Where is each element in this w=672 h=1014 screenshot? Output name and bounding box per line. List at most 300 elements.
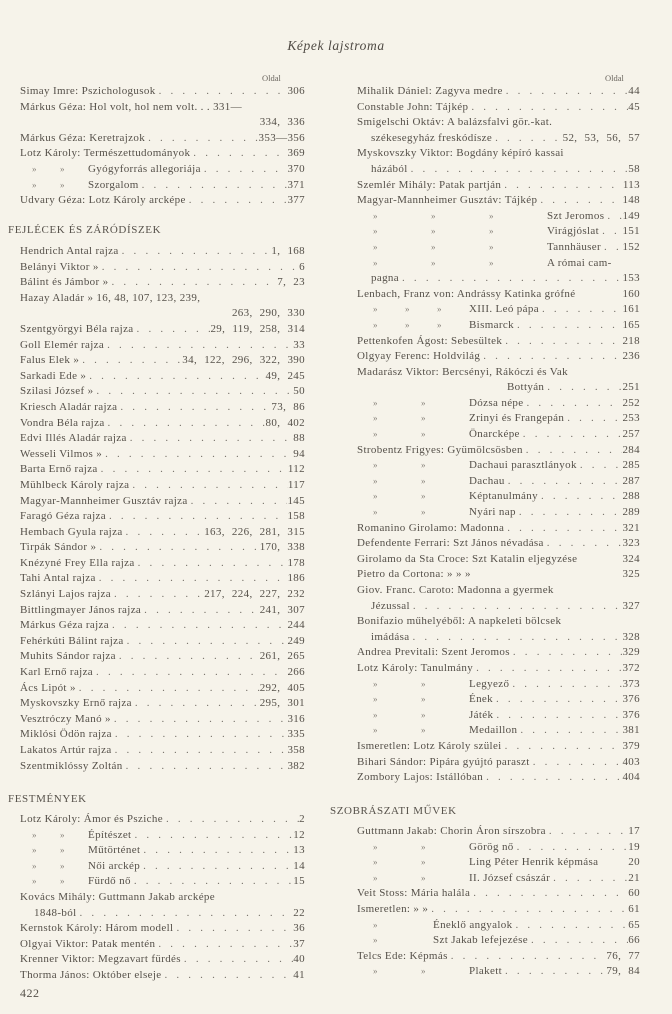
entry-title: Olgyay Ferenc: Holdvilág: [357, 350, 481, 363]
entry-title: Márkus Géza: Hol volt, hol nem volt. . . 331—: [20, 100, 242, 113]
entry-title: Gyógyforrás allegoriája: [88, 162, 201, 175]
ditto-mark: »: [421, 872, 426, 883]
dot-leader: [410, 630, 623, 646]
entry-page-numbers: 14: [293, 859, 305, 872]
ditto-mark: »: [373, 491, 378, 502]
ditto-marks: [357, 397, 469, 409]
entry-title: Veit Stoss: Mária halála: [357, 887, 471, 900]
ditto-mark: »: [373, 319, 378, 330]
dot-leader: [129, 478, 287, 494]
dot-leader: [530, 755, 623, 771]
dot-leader: [141, 603, 260, 619]
ditto-mark: »: [373, 210, 378, 221]
index-list-festmenyek: [20, 812, 305, 984]
dot-leader: [512, 918, 628, 934]
dot-leader: [544, 536, 623, 552]
ditto-mark: »: [32, 179, 37, 190]
dot-leader: [448, 949, 607, 965]
entry-page-numbers: 40: [293, 953, 305, 966]
dot-leader: [568, 365, 640, 381]
index-entry: [20, 727, 305, 743]
entry-title: Ismeretlen: » »: [357, 902, 429, 915]
ditto-mark: »: [373, 475, 378, 486]
entry-title: Dózsa népe: [469, 396, 524, 409]
ditto-marks: [20, 875, 88, 887]
ditto-mark: »: [373, 966, 378, 977]
index-entry: [357, 443, 640, 459]
page-title: Képek lajstroma: [287, 38, 385, 53]
index-entry: [357, 599, 640, 615]
dot-leader: [509, 677, 622, 693]
dot-leader: [106, 509, 287, 525]
entry-page-numbers: 117: [287, 478, 305, 491]
dot-leader: [77, 906, 294, 922]
dot-leader: [544, 380, 622, 396]
index-entry: [20, 84, 305, 100]
entry-title: 1848-ból: [34, 906, 77, 919]
index-entry: [357, 645, 640, 661]
entry-page-numbers: 376: [622, 693, 640, 706]
dot-leader: [564, 411, 622, 427]
ditto-mark: »: [431, 226, 436, 237]
dot-leader: [134, 322, 211, 338]
entry-title: Strobentz Frigyes: Gyümölcsösben: [357, 443, 523, 456]
entry-title: Pietro da Cortona: » » »: [357, 568, 471, 581]
entry-title: Krenner Viktor: Megzavart fürdés: [20, 953, 181, 966]
entry-title: Márkus Géza: Keretrajzok: [20, 131, 146, 144]
dot-leader: [598, 855, 628, 871]
dot-leader: [98, 462, 288, 478]
entry-title: Zombory Lajos: Istállóban: [357, 771, 484, 784]
index-entry: [357, 949, 640, 965]
dot-leader: [181, 952, 293, 968]
index-entry: [357, 755, 640, 771]
index-entry: [357, 770, 640, 786]
dot-leader: [528, 933, 628, 949]
ditto-mark: »: [421, 491, 426, 502]
ditto-mark: »: [421, 678, 426, 689]
index-entry: [20, 603, 305, 619]
dot-leader: [552, 115, 640, 131]
entry-page-numbers: 284: [622, 443, 640, 456]
dot-leader: [516, 505, 623, 521]
dot-leader: [564, 146, 640, 162]
entry-page-numbers: 261, 265: [259, 650, 305, 663]
ditto-mark: »: [373, 460, 378, 471]
index-entry: [357, 193, 640, 209]
ditto-mark: »: [421, 841, 426, 852]
entry-page-numbers: 325: [622, 568, 640, 581]
index-entry: [20, 244, 305, 260]
index-entry: [20, 431, 305, 447]
ditto-marks: [357, 841, 469, 853]
index-entry: [20, 649, 305, 665]
dot-leader: [428, 902, 628, 918]
entry-page-numbers: 288: [622, 490, 640, 503]
section-heading-szobraszati: SZOBRÁSZATI MŰVEK: [330, 805, 457, 817]
dot-leader: [470, 886, 628, 902]
ditto-mark: »: [373, 304, 378, 315]
ditto-marks: [20, 844, 88, 856]
dot-leader: [399, 271, 622, 287]
dot-leader: [492, 131, 562, 147]
index-entry: [20, 162, 305, 178]
entry-title: Ének: [469, 693, 494, 706]
entry-title: Thorma János: Október elseje: [20, 968, 162, 981]
entry-title: II. József császár: [469, 871, 551, 884]
entry-title: Tahi Antal rajza: [20, 572, 96, 585]
entry-title: Lenbach, Franz von: Andrássy Katinka grófné: [357, 287, 576, 300]
ditto-marks: [357, 506, 469, 518]
dot-leader: [86, 369, 265, 385]
index-entry: [20, 400, 305, 416]
ditto-mark: »: [373, 241, 378, 252]
entry-page-numbers: 34, 122, 296, 322, 390: [182, 354, 305, 367]
entry-title: Szentgyörgyi Béla rajza: [20, 322, 134, 335]
ditto-marks: [357, 241, 547, 253]
index-entry: [20, 260, 305, 276]
index-entry: [20, 812, 305, 828]
entry-title: Karl Ernő rajza: [20, 666, 94, 679]
entry-title: Képtanulmány: [469, 490, 538, 503]
entry-page-numbers: 327: [622, 599, 640, 612]
entry-title: Szlányi Lajos rajza: [20, 588, 111, 601]
index-entry: [20, 131, 305, 147]
entry-title: Fürdő nő: [88, 875, 131, 888]
index-entry: [357, 427, 640, 443]
entry-page-numbers: 1, 168: [271, 245, 305, 257]
ditto-marks: [357, 490, 469, 502]
index-entry: [20, 338, 305, 354]
ditto-mark: »: [489, 257, 494, 268]
index-entry: [20, 494, 305, 510]
dot-leader: [96, 571, 288, 587]
ditto-mark: »: [373, 429, 378, 440]
column-header-right: Oldal: [605, 73, 624, 83]
dot-leader: [514, 840, 629, 856]
index-entry: [357, 840, 640, 856]
index-entry: [357, 521, 640, 537]
entry-title: Constable John: Tájkép: [357, 100, 469, 113]
entry-page-numbers: 329: [622, 646, 640, 659]
ditto-mark: »: [373, 919, 378, 930]
entry-page-numbers: 217, 224, 227, 232: [204, 588, 305, 601]
index-entry: [20, 525, 305, 541]
dot-leader: [105, 416, 266, 432]
entry-title: Medaillon: [469, 724, 518, 737]
index-entry: [357, 209, 640, 225]
ditto-mark: »: [373, 841, 378, 852]
entry-title: Nyári nap: [469, 506, 516, 519]
ditto-mark: »: [431, 241, 436, 252]
entry-title: Szemlér Mihály: Patak partján: [357, 178, 502, 191]
entry-title: Ács Lipót »: [20, 681, 76, 694]
entry-title: Romanino Girolamo: Madonna: [357, 521, 505, 534]
index-entry: [20, 571, 305, 587]
ditto-mark: »: [373, 507, 378, 518]
index-list-fejlecek: [20, 244, 305, 774]
ditto-mark: »: [32, 860, 37, 871]
dot-leader: [163, 812, 299, 828]
entry-page-numbers: 29, 119, 258, 314: [210, 322, 305, 335]
entry-page-numbers: 373: [622, 677, 640, 690]
entry-page-numbers: 13: [293, 844, 305, 857]
entry-title: Myskovszky Viktor: Bogdány képíró kassai: [357, 147, 564, 160]
index-entry: [357, 567, 640, 583]
dot-leader: [554, 583, 640, 599]
ditto-mark: »: [421, 460, 426, 471]
entry-page-numbers: 295, 301: [259, 697, 305, 710]
entry-page-numbers: 6: [299, 260, 305, 273]
dot-leader: [188, 494, 288, 510]
entry-title: pagna: [371, 272, 400, 285]
dot-leader: [155, 937, 293, 953]
entry-title: Legyező: [469, 677, 510, 690]
dot-leader: [538, 489, 622, 505]
entry-page-numbers: 17: [628, 825, 640, 837]
entry-title: Játék: [469, 708, 494, 721]
entry-title: Építészet: [88, 828, 132, 841]
entry-page-numbers: 289: [622, 506, 640, 519]
entry-title: Sarkadi Ede »: [20, 369, 87, 382]
index-entry: [20, 968, 305, 984]
entry-page-numbers: 50: [293, 385, 305, 398]
entry-page-numbers: 61: [628, 902, 640, 915]
ditto-marks: [357, 856, 469, 868]
dot-leader: [502, 739, 623, 755]
index-entry: [357, 505, 640, 521]
entry-title: Műtörténet: [88, 844, 141, 857]
entry-page-numbers: 321: [622, 521, 640, 534]
ditto-mark: »: [373, 857, 378, 868]
entry-title: Barta Ernő rajza: [20, 463, 98, 476]
dot-leader: [503, 84, 629, 100]
ditto-marks: [357, 459, 469, 471]
index-entry: [357, 536, 640, 552]
dot-leader: [201, 162, 288, 178]
index-entry: [357, 824, 640, 840]
dot-leader: [79, 353, 182, 369]
ditto-mark: »: [373, 872, 378, 883]
index-entry: [20, 556, 305, 572]
column-header-left: Oldal: [262, 73, 281, 83]
entry-title: Bismarck: [469, 318, 514, 331]
entry-title: Bihari Sándor: Pipára gyújtó paraszt: [357, 755, 530, 768]
entry-page-numbers: 152: [622, 240, 640, 253]
section-heading-fejlecek: FEJLÉCEK ÉS ZÁRÓDÍSZEK: [8, 224, 162, 236]
entry-page-numbers: 369: [287, 147, 305, 160]
dot-leader: [116, 649, 260, 665]
ditto-marks: [357, 934, 433, 946]
entry-page-numbers: 334, 336: [259, 116, 305, 129]
entry-title: Kovács Mihály: Guttmann Jakab arcképe: [20, 890, 216, 903]
entry-title: Lakatos Artúr rajza: [20, 744, 112, 756]
dot-leader: [577, 458, 623, 474]
index-entry: [20, 462, 305, 478]
dot-leader: [132, 696, 260, 712]
entry-page-numbers: 404: [622, 771, 640, 784]
index-entry: [20, 275, 305, 291]
ditto-mark: »: [489, 226, 494, 237]
entry-title: Lotz Károly: Természettudományok: [20, 147, 191, 160]
index-entry: [20, 322, 305, 338]
index-entry: [357, 162, 640, 178]
index-entry: [357, 271, 640, 287]
ditto-mark: »: [405, 319, 410, 330]
entry-page-numbers: 285: [622, 459, 640, 472]
entry-title: Udvary Géza: Lotz Károly arcképe: [20, 194, 186, 207]
entry-page-numbers: 382: [287, 759, 305, 772]
dot-leader: [161, 968, 293, 984]
entry-page-numbers: 52, 53, 56, 57: [562, 131, 640, 144]
entry-title: Miklósi Ödön rajza: [20, 728, 112, 741]
index-entry: [357, 583, 640, 599]
dot-leader: [111, 587, 204, 603]
entry-page-numbers: 306: [287, 85, 305, 97]
dot-leader: [96, 540, 259, 556]
index-entry: [357, 855, 640, 871]
ditto-marks: [357, 475, 469, 487]
ditto-mark: »: [489, 241, 494, 252]
entry-title: Tirpák Sándor »: [20, 541, 97, 554]
ditto-marks: [357, 724, 469, 736]
entry-title: házából: [371, 162, 408, 175]
entry-title: Falus Elek »: [20, 354, 80, 367]
entry-page-numbers: 257: [622, 428, 640, 441]
entry-title: Dachau: [469, 474, 505, 487]
ditto-mark: »: [373, 709, 378, 720]
ditto-mark: »: [373, 935, 378, 946]
entry-page-numbers: 65: [628, 918, 640, 931]
ditto-marks: [20, 179, 88, 191]
dot-leader: [139, 178, 288, 194]
entry-page-numbers: 160: [622, 287, 640, 300]
entry-title: Női arckép: [88, 859, 141, 872]
entry-page-numbers: 148: [622, 194, 640, 207]
dot-leader: [612, 256, 640, 272]
dot-leader: [131, 828, 293, 844]
index-list-festmenyek-continued: [357, 84, 640, 786]
entry-page-numbers: 165: [622, 318, 640, 331]
ditto-mark: »: [421, 397, 426, 408]
ditto-marks: [357, 225, 547, 237]
entry-title: Bottyán: [507, 381, 545, 394]
dot-leader: [145, 131, 258, 147]
section-heading-festmenyek: FESTMÉNYEK: [8, 793, 87, 805]
ditto-mark: »: [32, 845, 37, 856]
index-entry: [357, 630, 640, 646]
ditto-mark: »: [32, 829, 37, 840]
entry-page-numbers: 170, 338: [259, 541, 305, 554]
entry-page-numbers: 21: [628, 871, 640, 884]
ditto-marks: [357, 303, 469, 315]
dot-leader: [131, 874, 293, 890]
index-entry: [20, 587, 305, 603]
dot-leader: [493, 692, 622, 708]
ditto-mark: »: [373, 678, 378, 689]
ditto-marks: [357, 693, 469, 705]
dot-leader: [119, 244, 272, 260]
entry-title: Szilasi József »: [20, 385, 94, 398]
entry-page-numbers: 316: [287, 712, 305, 725]
entry-title: Lotz Károly: Ámor és Psziche: [20, 813, 163, 825]
entry-title: Giov. Franc. Caroto: Madonna a gyermek: [357, 584, 554, 596]
entry-page-numbers: 49, 245: [265, 369, 305, 382]
index-list-szobraszati: [357, 824, 640, 980]
dot-leader: [524, 396, 623, 412]
index-entry: [20, 859, 305, 875]
ditto-marks: [357, 919, 433, 931]
dot-leader: [577, 552, 622, 568]
entry-page-numbers: 252: [622, 396, 640, 409]
entry-page-numbers: 36: [293, 922, 305, 935]
entry-title: Myskovszky Ernő rajza: [20, 697, 132, 710]
index-entry: [357, 178, 640, 194]
ditto-mark: »: [60, 829, 65, 840]
dot-leader: [501, 178, 623, 194]
entry-title: Hazay Aladár » 16, 48, 107, 123, 239,: [20, 291, 201, 304]
dot-leader: [242, 100, 305, 116]
entry-page-numbers: 73, 86: [271, 400, 305, 413]
ditto-marks: [20, 163, 88, 175]
ditto-mark: »: [421, 429, 426, 440]
entry-page-numbers: 33: [293, 338, 305, 351]
dot-leader: [517, 723, 622, 739]
entry-title: Simay Imre: Pszichologusok: [20, 85, 156, 97]
index-entry: [20, 828, 305, 844]
index-entry: [357, 115, 640, 131]
entry-page-numbers: 236: [622, 350, 640, 363]
index-entry: [357, 723, 640, 739]
index-entry: [20, 193, 305, 209]
index-entry: [357, 708, 640, 724]
dot-leader: [135, 556, 288, 572]
index-entry: [20, 178, 305, 194]
entry-page-numbers: 292, 405: [259, 681, 305, 694]
entry-title: Wesseli Vilmos »: [20, 447, 103, 460]
ditto-marks: [357, 678, 469, 690]
dot-leader: [140, 859, 293, 875]
entry-title: Guttmann Jakab: Chorin Áron sírszobra: [357, 825, 546, 837]
entry-page-numbers: 149: [622, 209, 640, 222]
entry-page-numbers: 37: [293, 937, 305, 950]
ditto-mark: »: [373, 725, 378, 736]
ditto-mark: »: [421, 694, 426, 705]
entry-title: Szorgalom: [88, 178, 139, 191]
dot-leader: [123, 759, 288, 775]
dot-leader: [537, 193, 622, 209]
ditto-mark: »: [421, 507, 426, 518]
index-list-intro: [20, 84, 305, 209]
index-entry: [357, 334, 640, 350]
dot-leader: [93, 665, 287, 681]
entry-page-numbers: 12: [293, 828, 305, 841]
dot-leader: [117, 400, 271, 416]
entry-title: Önarcképe: [469, 428, 520, 441]
dot-leader: [599, 224, 622, 240]
dot-leader: [124, 634, 288, 650]
entry-page-numbers: 158: [287, 510, 305, 523]
entry-title: Kernstok Károly: Három modell: [20, 922, 174, 935]
entry-title: Dachaui parasztlányok: [469, 459, 577, 472]
entry-page-numbers: 287: [622, 474, 640, 487]
entry-page-numbers: 45: [628, 100, 640, 113]
entry-page-numbers: 403: [622, 755, 640, 768]
dot-leader: [93, 384, 293, 400]
index-entry: [357, 302, 640, 318]
entry-title: Magyar-Mannheimer Gusztáv rajza: [20, 494, 188, 507]
entry-title: Fehérkúti Bálint rajza: [20, 634, 124, 647]
